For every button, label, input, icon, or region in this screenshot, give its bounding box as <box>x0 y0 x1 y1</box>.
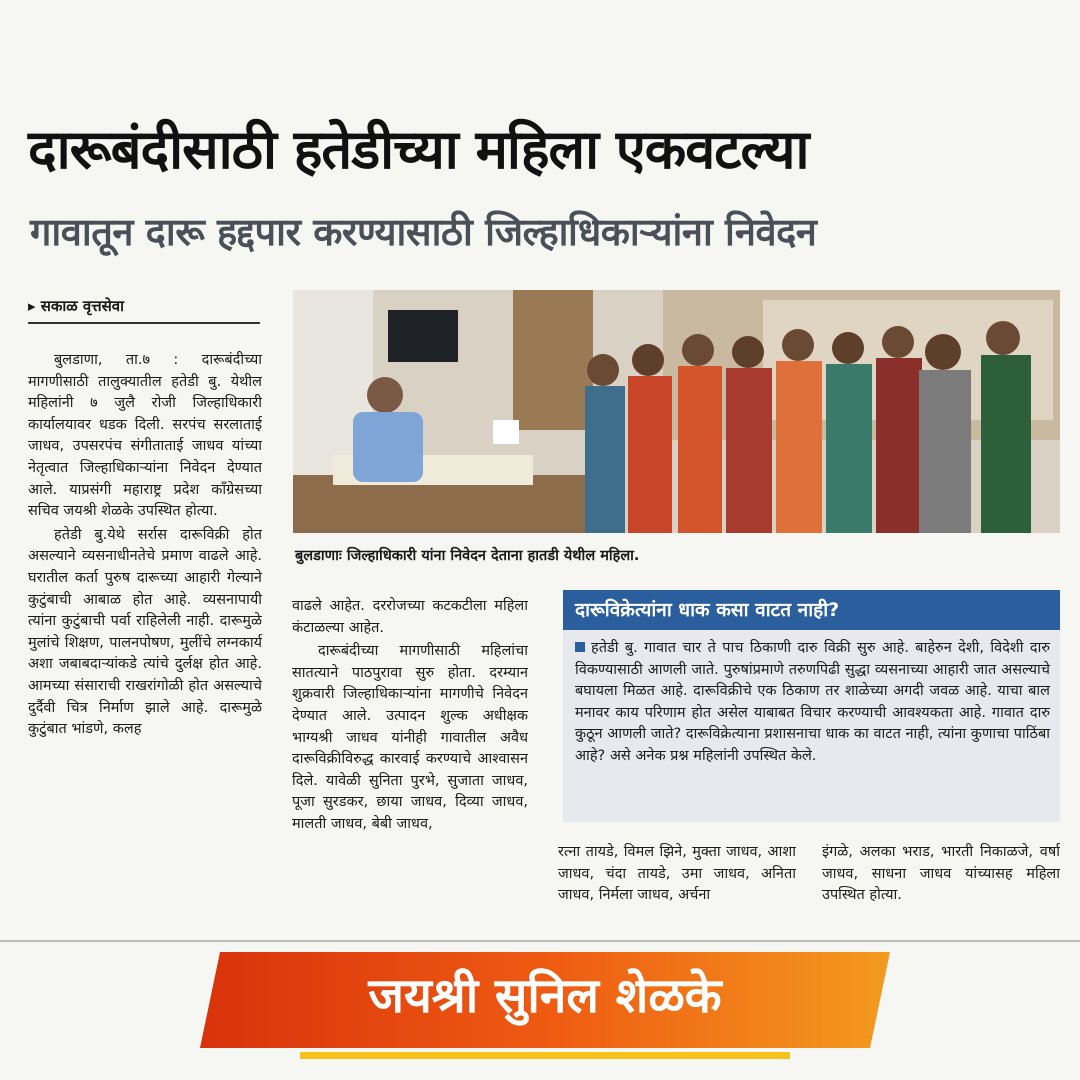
news-photo <box>293 290 1060 533</box>
byline-text: सकाळ वृत्तसेवा <box>40 297 125 315</box>
subheadline: गावातून दारू हद्दपार करण्यासाठी जिल्हाधिकाऱ्यांना निवेदन <box>30 210 817 254</box>
paragraph: दारूबंदीच्या मागणीसाठी महिलांचा सातत्याने पाठपुरावा सुरु होता. दरम्यान शुक्रवारी जिल्हाधिकाऱ्यांना मागणीचे निवेदन देण्यात आले. उत्पादन शुल्क अधीक्षक भाग्यश्री जाधव यांनीही गावातील अवैध दारूविक्रीविरुद्ध कारवाई करण्याचे आश्वासन दिले. यावेळी सुनिता पुरभे, सुजाता जाधव, पूजा सुरडकर, छाया जाधव, दिव्या जाधव, मालती जाधव, बेबी जाधव, <box>292 643 528 832</box>
banner-underline <box>300 1052 790 1059</box>
sidebar-text: हतेडी बु. गावात चार ते पाच ठिकाणी दारु विक्री सुरु आहे. बाहेरुन देशी, विदेशी दारु विकण्यासाठी आणली जाते. पुरुषांप्रमाणे तरुणपिढी सुद्धा व्यसनाच्या आहारी जात असल्याचे बघायला मिळत आहे. दारूविक्रीचे एक ठिकाण तर शाळेच्या अगदी जवळ आहे. याचा बाल मनावर काय परिणाम होत असेल याबाबत विचार करण्याची आवश्यकता आहे. गावात दारु कुठून आणली जाते? दारूविक्रेत्याना प्रशासनाचा धाक का वाटत नाही, त्यांना कुणाचा पाठिंबा आहे? असे अनेक प्रश्न महिलांनी उपस्थित केले. <box>575 640 1050 764</box>
paragraph: इंगळे, अलका भराड, भारती निकाळजे, वर्षा जाधव, साधना जाधव यांच्यासह महिला उपस्थित होत्या. <box>822 844 1060 904</box>
byline-arrow-icon: ▸ <box>28 297 41 315</box>
bottom-divider <box>0 940 1080 942</box>
article-column-4 <box>822 842 1060 932</box>
article-column-3 <box>558 842 796 932</box>
name-banner-text: जयश्री सुनिल शेळके <box>368 968 722 1024</box>
sidebar-box <box>563 590 1060 822</box>
headline: दारूबंदीसाठी हतेडीच्या महिला एकवटल्या <box>28 118 809 181</box>
article-column-1 <box>28 350 262 925</box>
photo-caption: बुलडाणाः जिल्हाधिकारी यांना निवेदन देताना हातडी येथील महिला. <box>295 548 640 564</box>
office-scene-image <box>293 290 1060 533</box>
article-column-2 <box>292 596 528 926</box>
sidebar-body <box>563 630 1060 768</box>
paragraph: बुलडाणा, ता.७ : दारूबंदीच्या मागणीसाठी तालुक्यातील हतेडी बु. येथील महिलांनी ७ जुलै रोजी जिल्हाधिकारी कार्यालयावर धडक दिली. सरपंच सरलाताई जाधव, उपसरपंच संगीताताई जाधव यांच्या नेतृत्वात जिल्हाधिकाऱ्यांना निवेदन देण्यात आले. याप्रसंगी महाराष्ट्र प्रदेश काँग्रेसच्या सचिव जयश्री शेळके उपस्थित होत्या. <box>28 352 262 520</box>
byline <box>28 296 124 316</box>
bullet-square-icon <box>575 642 585 652</box>
sidebar-title: दारूविक्रेत्यांना धाक कसा वाटत नाही? <box>563 590 1060 630</box>
paragraph: हतेडी बु.येथे सर्रास दारूविक्री होत असल्याने व्यसनाधीनतेचे प्रमाण वाढले आहे. घरातील कर्ता पुरुष दारूच्या आहारी गेल्याने कुटुंबाची आबाळ होत आहे. व्यसनापायी त्यांना कुटुंबाची पर्वा राहिलेली नाही. दारूमुळे मुलांचे शिक्षण, पालनपोषण, मुलींचे लग्नकार्य अशा जबाबदाऱ्यांकडे त्यांचे दुर्लक्ष होत आहे. आमच्या संसाराची राखरांगोळी होत असल्याचे दुर्दैवी चित्र निर्माण झाले आहे. दारूमुळे कुटुंबात भांडणे, कलह <box>28 526 262 738</box>
paragraph: वाढले आहेत. दररोजच्या कटकटीला महिला कंटाळल्या आहेत. <box>292 598 528 636</box>
byline-divider <box>28 322 260 324</box>
paragraph: रत्ना तायडे, विमल झिने, मुक्ता जाधव, आशा जाधव, चंदा तायडे, उमा जाधव, अनिता जाधव, निर्मला जाधव, अर्चना <box>558 844 796 904</box>
